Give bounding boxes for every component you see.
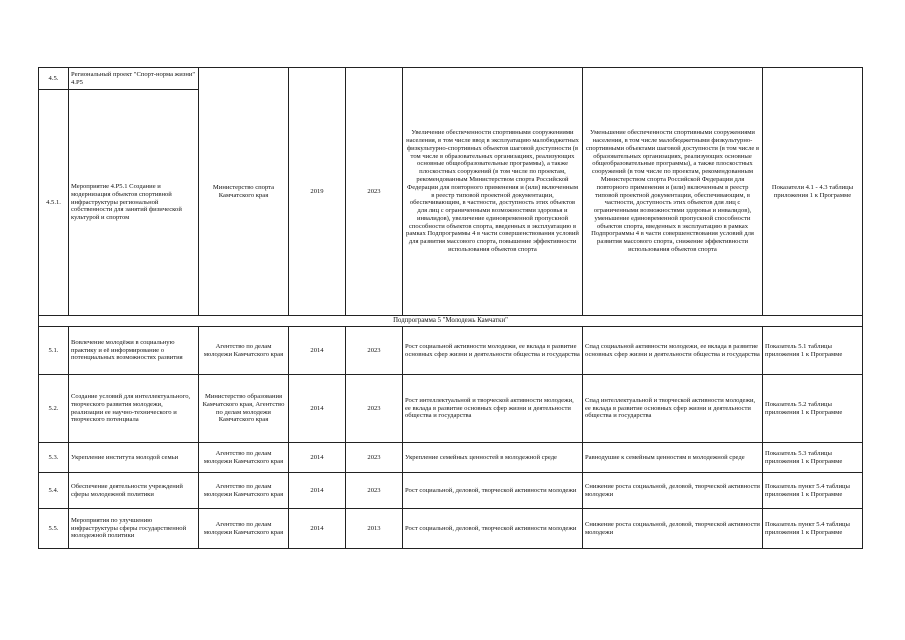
- non-implementation-consequence: Спад интеллектуальной и творческой активности молодежи, ее вклада в развитие основных сфер жизни и деятельности общества и государства: [583, 375, 763, 443]
- executor-cell: Министерство образования Камчатского края, Агентство по делам молодежи Камчатского края: [199, 375, 289, 443]
- row-number: 5.5.: [39, 509, 69, 549]
- table-row-5-5: [39, 509, 863, 549]
- start-year: 2019: [289, 68, 346, 316]
- table-row-5-3: [39, 443, 863, 473]
- row-number: 4.5.: [39, 68, 69, 90]
- non-implementation-consequence: Снижение роста социальной, деловой, творческой активности молодежи: [583, 509, 763, 549]
- executor-cell: Министерство спорта Камчатского края: [199, 68, 289, 316]
- indicator-link: Показатель пункт 5.4 таблицы приложения 1 к Программе: [763, 509, 863, 549]
- table-row-5-2: [39, 375, 863, 443]
- table-row-5-4: [39, 473, 863, 509]
- end-year: 2023: [346, 473, 403, 509]
- start-year: 2014: [289, 509, 346, 549]
- non-implementation-consequence: Спад социальной активности молодежи, ее вклада в развитие основных сфер жизни и деятельности общества и государства: [583, 327, 763, 375]
- row-number: 5.3.: [39, 443, 69, 473]
- executor-cell: Агентство по делам молодежи Камчатского края: [199, 473, 289, 509]
- expected-result: Рост социальной, деловой, творческой активности молодежи: [403, 509, 583, 549]
- end-year: 2023: [346, 68, 403, 316]
- indicator-link: Показатель 5.1 таблицы приложения 1 к Программе: [763, 327, 863, 375]
- row-number: 5.4.: [39, 473, 69, 509]
- table-row-4-5: [39, 68, 863, 90]
- end-year: 2013: [346, 509, 403, 549]
- subprogram-title: Подпрограмма 5 "Молодежь Камчатки": [39, 316, 863, 327]
- measure-name: Создание условий для интеллектуального, творческого развития молодежи, реализации ее научно-технического и творческого потенциала: [69, 375, 199, 443]
- expected-result: Рост интеллектуальной и творческой активности молодежи, ее вклада в развитие основных сфер жизни и деятельности общества и государства: [403, 375, 583, 443]
- indicator-link: Показатель 5.3 таблицы приложения 1 к Программе: [763, 443, 863, 473]
- non-implementation-consequence: Уменьшение обеспеченности спортивными сооружениями населения, в том числе малобюджетными физкультурно-спортивными объектами шаговой доступности (в том числе в образовательных организациях, реализующих основные общеобразовательные программы), а также плоскостных сооружений (в том числе по проектам, рекомендованным Министерством спорта Российской Федерации для повторного применения и (или) включенным в реестр типовой проектной документации, обеспечивающим, в частности, доступность этих объектов для лиц с ограниченными возможностями здоровья и инвалидов), уменьшение единовременной пропускной способности объектов спорта, введенных в эксплуатацию в рамках Подпрограммы 4 в части совершенствования условий для развития массового спорта, снижение эффективности использования объектов спорта: [583, 68, 763, 316]
- indicator-link: Показатель пункт 5.4 таблицы приложения 1 к Программе: [763, 473, 863, 509]
- table-row-5-1: [39, 327, 863, 375]
- executor-cell: Агентство по делам молодежи Камчатского края: [199, 509, 289, 549]
- executor-cell: Агентство по делам молодежи Камчатского края: [199, 327, 289, 375]
- end-year: 2023: [346, 327, 403, 375]
- start-year: 2014: [289, 443, 346, 473]
- non-implementation-consequence: Равнодушие к семейным ценностям в молодежной среде: [583, 443, 763, 473]
- expected-result: Увеличение обеспеченности спортивными сооружениями населения, в том числе ввод в эксплуатацию малобюджетных физкультурно-спортивных объектов шаговой доступности (в том числе в образовательных организациях, реализующих основные общеобразовательные программы), а также плоскостных сооружений (в том числе по проектам, рекомендованным Министерством спорта Российской Федерации для повторного применения и (или) включенным в реестр типовой проектной документации, обеспечивающим, в частности, доступность этих объектов для лиц с ограниченными возможностями здоровья и инвалидов), увеличение единовременной пропускной способности объектов спорта, введенных в эксплуатацию в рамках Подпрограммы 4 в части совершенствования условий для развития массового спорта, повышение эффективности использования объектов спорта: [403, 68, 583, 316]
- program-measures-table: [38, 67, 863, 549]
- expected-result: Рост социальной активности молодежи, ее вклада в развитие основных сфер жизни и деятельности общества и государства: [403, 327, 583, 375]
- end-year: 2023: [346, 443, 403, 473]
- measure-name: Мероприятие 4.Р5.1 Создание и модернизация объектов спортивной инфраструктуры региональной собственности для занятий физической культурой и спортом: [69, 90, 199, 316]
- measure-name: Обеспечение деятельности учреждений сферы молодежной политики: [69, 473, 199, 509]
- expected-result: Укрепление семейных ценностей в молодежной среде: [403, 443, 583, 473]
- expected-result: Рост социальной, деловой, творческой активности молодежи: [403, 473, 583, 509]
- start-year: 2014: [289, 327, 346, 375]
- measure-name: Укрепление института молодой семьи: [69, 443, 199, 473]
- indicator-link: Показатель 5.2 таблицы приложения 1 к Программе: [763, 375, 863, 443]
- row-number: 5.2.: [39, 375, 69, 443]
- start-year: 2014: [289, 375, 346, 443]
- indicator-link: Показатели 4.1 - 4.3 таблицы приложения 1 к Программе: [763, 68, 863, 316]
- measure-name: Мероприятия по улучшению инфраструктуры сферы государственной молодежной политики: [69, 509, 199, 549]
- end-year: 2023: [346, 375, 403, 443]
- measure-name: Вовлечение молодёжи в социальную практику и её информирование о потенциальных возможностях развития: [69, 327, 199, 375]
- start-year: 2014: [289, 473, 346, 509]
- row-number: 4.5.1.: [39, 90, 69, 316]
- row-number: 5.1.: [39, 327, 69, 375]
- subprogram-header-row: [39, 316, 863, 327]
- measure-name: Региональный проект "Спорт-норма жизни" 4.Р5: [69, 68, 199, 90]
- non-implementation-consequence: Снижение роста социальной, деловой, творческой активности молодежи: [583, 473, 763, 509]
- executor-cell: Агентство по делам молодежи Камчатского края: [199, 443, 289, 473]
